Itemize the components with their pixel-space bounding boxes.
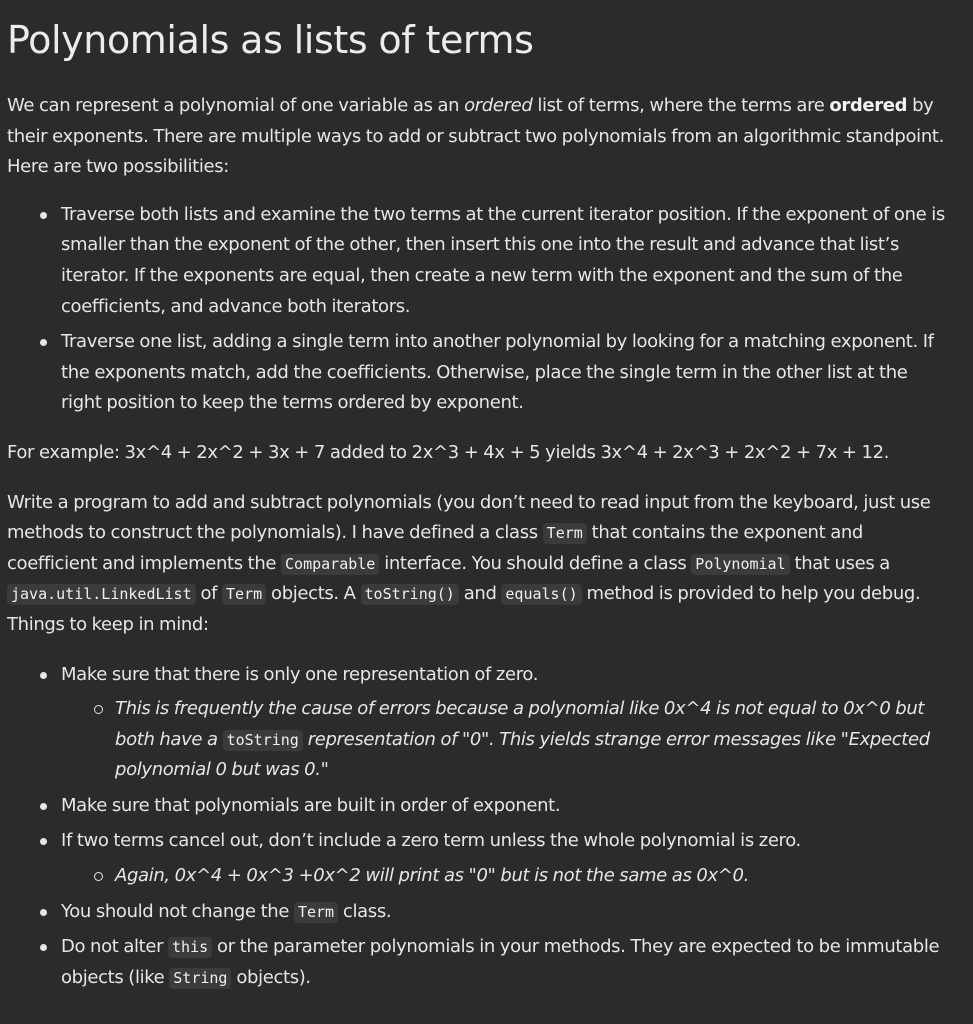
note-term-text-1: You should not change the: [61, 900, 294, 922]
code-tostring-2: toString: [223, 730, 303, 751]
task-text-3: interface. You should define a class: [379, 552, 692, 574]
note-immutable-text-3: objects).: [231, 966, 311, 988]
code-linkedlist: java.util.LinkedList: [7, 584, 196, 605]
intro-emphasis: ordered: [464, 95, 533, 116]
task-text-4: that uses a: [789, 552, 890, 574]
task-text-8: method is provided to help you debug. Things to keep in mind:: [7, 583, 921, 635]
note-immutable-text-2: or the parameter polynomials in your methods. They are expected to be immutable objects (like: [61, 936, 940, 988]
code-polynomial: Polynomial: [691, 554, 789, 575]
task-text-2: that contains the exponent and coefficient and implements the: [7, 522, 864, 574]
code-this: this: [168, 937, 212, 958]
code-term: Term: [543, 523, 587, 544]
note-term-text-2: class.: [338, 900, 392, 922]
note-text-cancel: If two terms cancel out, don’t include a zero term unless the whole polynomial is zero.: [61, 830, 801, 852]
example-paragraph: For example: 3x^4 + 2x^2 + 3x + 7 added to 2x^3 + 4x + 5 yields 3x^4 + 2x^3 + 2x^2 + 7x + 12.: [7, 441, 890, 463]
note-sub-text-1: This is frequently the cause of errors because a polynomial like 0x^4 is not equal to 0x^0 but both have a: [115, 698, 925, 750]
note-sublist-cancel: [61, 861, 951, 892]
task-text-5: of: [195, 583, 223, 605]
code-term-3: Term: [294, 902, 338, 923]
intro-text-3: by their exponents. There are multiple ways to add or subtract two polynomials from an algorithmic standpoint. Here are two possibilities:: [7, 95, 944, 178]
task-text-1: Write a program to add and subtract polynomials (you don’t need to read input from the keyboard, just use methods to construct the polynomials). I have defined a class: [7, 491, 931, 544]
code-tostring: toString(): [361, 584, 459, 605]
note-item-order: Make sure that polynomials are built in order of exponent.: [61, 791, 951, 822]
task-text-6: objects. A: [266, 583, 361, 605]
approach-item-2: Traverse one list, adding a single term into another polynomial by looking for a matching exponent. If the exponents match, add the coefficients. Otherwise, place the single term in the other list at the right position to keep the terms ordered by exponent.: [61, 327, 951, 419]
intro-strong: ordered: [829, 95, 908, 116]
note-sublist-zero: [61, 694, 951, 786]
code-comparable: Comparable: [281, 554, 379, 575]
note-text-zero: Make sure that there is only one representation of zero.: [61, 663, 539, 685]
task-paragraph: [7, 488, 951, 641]
note-item-immutable: [61, 932, 951, 993]
code-equals: equals(): [501, 584, 581, 605]
note-item-cancel: [61, 826, 951, 891]
task-text-7: and: [458, 583, 502, 605]
approaches-list: [7, 200, 951, 419]
note-item-zero: [61, 660, 951, 786]
note-subitem-zero: [115, 694, 951, 786]
code-term-2: Term: [222, 584, 266, 605]
note-sub-text-2: representation of "0". This yields strange error messages like "Expected polynomial 0 but was 0.": [115, 728, 930, 781]
intro-paragraph: [7, 91, 951, 183]
page-title: Polynomials as lists of terms: [7, 18, 534, 62]
note-item-term-class: [61, 897, 951, 928]
notes-list: [7, 660, 951, 994]
note-immutable-text-1: Do not alter: [61, 936, 169, 958]
intro-text-1: We can represent a polynomial of one variable as an: [7, 95, 465, 116]
intro-text-2: list of terms, where the terms are: [532, 95, 830, 116]
approach-item-1: Traverse both lists and examine the two terms at the current iterator position. If the exponent of one is smaller than the exponent of the other, then insert this one into the result and advance that list’s iterator. If the exponents are equal, then create a new term with the exponent and the sum of the coefficients, and advance both iterators.: [61, 200, 951, 322]
note-subitem-cancel: Again, 0x^4 + 0x^3 +0x^2 will print as "0" but is not the same as 0x^0.: [115, 861, 951, 892]
code-string: String: [169, 968, 231, 989]
